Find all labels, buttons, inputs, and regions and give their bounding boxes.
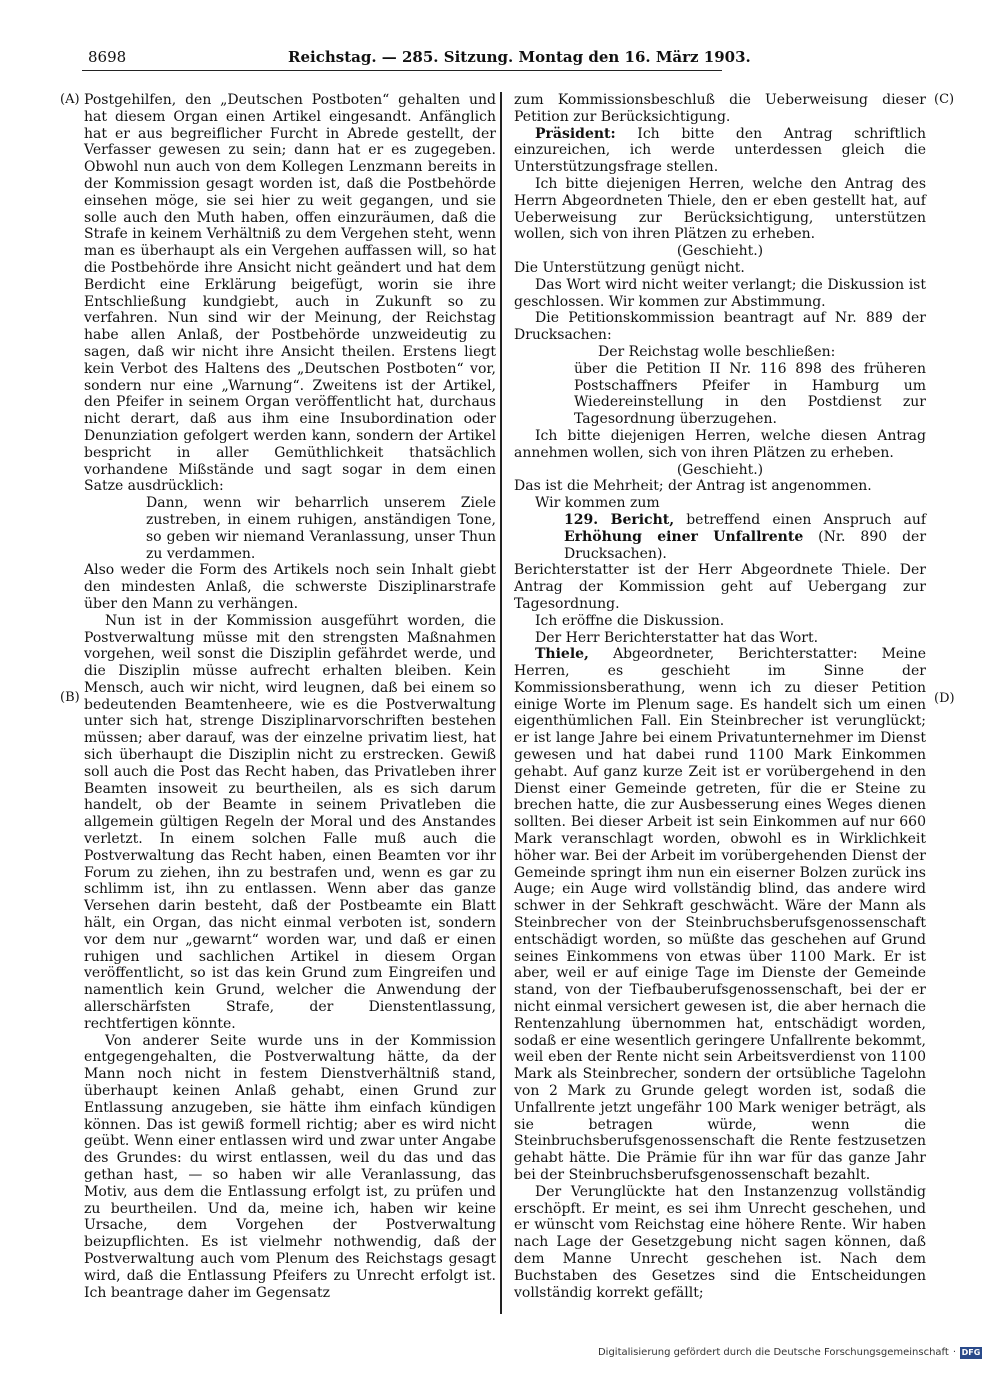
paragraph: Ich bitte diejenigen Herren, welche den Antrag des Herrn Abgeordneten Thiele, den er eben gestellt hat, auf Ueberweisung zur Berücksichtigung, unterstützen wollen, sich von ihren Plätzen zu erheben. <box>514 175 926 243</box>
motion-heading: Der Reichstag wolle beschließen: <box>598 343 836 360</box>
margin-marker-a: (A) <box>60 92 80 107</box>
agenda-item: 129. Bericht, betreffend einen Anspruch auf Erhöhung einer Unfallrente (Nr. 890 der Drucksachen). <box>564 511 927 562</box>
paragraph: Präsident: Ich bitte den Antrag schriftlich einzureichen, ich werde unterdessen gleich die Unterstützungsfrage stellen. <box>514 125 926 176</box>
stage-direction: (Geschieht.) <box>676 243 764 260</box>
paragraph: Das ist die Mehrheit; der Antrag ist angenommen. <box>514 478 872 495</box>
right-column <box>514 92 926 1301</box>
digitization-footer <box>598 1345 982 1361</box>
page-title: Reichstag. — 285. Sitzung. Montag den 16. März 1903. <box>288 48 751 66</box>
paragraph: Nun ist in der Kommission ausgeführt worden, die Postverwaltung müsse mit den strengsten Maßnahmen vorgehen, weil sonst die Disziplin gefährdet werde, und die Disziplin müsse aufrecht erhalten bleiben. Kein Mensch, auch wir nicht, wird leugnen, daß bei einem so bedeutenden Beamtenheere, wie es die Postverwaltung unter sich hat, strenge Disziplinarvorschriften bestehen müssen; aber darauf, was der einzelne privatim liest, hat sich überhaupt die Disziplin nicht zu erstrecken. Gewiß soll auch die Post das Recht haben, das Privatleben ihrer Beamten insoweit zu beurtheilen, als es sich darum handelt, ob der Beamte in seinem Privatleben die allgemein gültigen Regeln der Moral und des Anstandes verletzt. In einem solchen Falle muß auch die Postverwaltung das Recht haben, einen Beamten vor ihr Forum zu ziehen, ihn zu bestrafen und, wenn es gar zu schlimm ist, ihn zu entlassen. Wenn aber das ganze Versehen darin besteht, daß der Postbeamte ein Blatt hält, ein Organ, das nicht einmal verboten ist, sondern vor dem nur „gewarnt“ worden war, und daß er einen ruhigen und sachlichen Artikel in diesem Organ veröffentlicht, so ist das kein Grund zum Eingreifen und namentlich kein Grund, welcher die Anwendung der allerschärfsten Strafe, der Dienstentlassung, rechtfertigen könnte. <box>84 612 496 1032</box>
motion-text: über die Petition II Nr. 116 898 des früheren Postschaffners Pfeifer in Hamburg um Wiedereinstellung in den Postdienst zur Tagesordnung überzugehen. <box>574 360 926 428</box>
paragraph: Das Wort wird nicht weiter verlangt; die Diskussion ist geschlossen. Wir kommen zur Abstimmung. <box>514 276 926 310</box>
paragraph: zum Kommissionsbeschluß die Ueberweisung dieser Petition zur Berücksichtigung. <box>514 92 926 125</box>
paragraph: Postgehilfen, den „Deutschen Postboten“ gehalten und hat diesem Organ einen Artikel eingesandt. Anfänglich hat er aus begreiflicher Furcht in Abrede gestellt, der Verfasser gewesen zu sein; dann hat er es zugegeben. Obwohl nun auch von dem Kollegen Lenzmann bereits in der Kommission gesagt worden ist, daß die Postbehörde einsehen möge, sie sei hier zu weit gegangen, und sie solle auch den Muth haben, offen einzuräumen, daß die Strafe in keinem Verhältniß zu dem Vergehen steht, wenn man es überhaupt als ein Vergehen auffassen will, so hat die Postbehörde ihre Ansicht nicht geändert und hat dem Berdicht eine Erklärung beigefügt, worin sie ihre Entschließung kundgiebt, auch in Zukunft so zu verfahren. Nun sind wir der Meinung, der Reichstag habe allen Anlaß, der Postbehörde unzweideutig zu sagen, daß wir nicht ihre Ansicht theilen. Erstens liegt kein Verbot des Haltens des „Deutschen Postboten“ vor, sondern nur eine „Warnung“. Zweitens ist der Artikel, den Pfeifer in seinem Organ veröffentlicht hat, durchaus nicht derart, daß aus ihm eine Insubordination oder Denunziation gefolgert werden kann, sondern der Artikel bespricht in aller Gemüthlichkeit thatsächlich vorhandene Mißstände und sagt sogar in dem einen Satze ausdrücklich: <box>84 92 496 495</box>
paragraph: Die Unterstützung genügt nicht. <box>514 259 745 276</box>
paragraph: Der Verunglückte hat den Instanzenzug vollständig erschöpft. Er meint, es sei ihm Unrecht geschehen, und er wünscht vom Reichstag eine höhere Rente. Wir haben nach Lage der Gesetzgebung nicht sagen können, daß dem Manne Unrecht geschehen ist. Nach dem Buchstaben des Gesetzes sind die Entscheidungen vollständig korrekt gefällt; <box>514 1183 926 1301</box>
paragraph: Ich bitte diejenigen Herren, welche diesen Antrag annehmen wollen, sich von ihren Plätzen zu erheben. <box>514 427 926 461</box>
dfg-logo-icon: DFG <box>961 1348 981 1357</box>
stage-direction: (Geschieht.) <box>676 461 764 478</box>
paragraph: Thiele, Abgeordneter, Berichterstatter: Meine Herren, es geschieht im Sinne der Kommissionsberathung, wenn ich zu dieser Petition einige Worte im Plenum sage. Es handelt sich um einen eigenthümlichen Fall. Ein Steinbrecher ist verunglückt; er ist lange Jahre bei einem Privatunternehmer im Dienst gewesen und hat dabei rund 1100 Mark Einkommen gehabt. Auf ganz kurze Zeit ist er vorübergehend in den Dienst einer Gemeinde getreten, für die er Steine zu brechen hatte, die zur Ausbesserung eines Weges dienen sollten. Bei dieser Arbeit ist sein Einkommen auf nur 660 Mark veranschlagt worden, obwohl es in Wirklichkeit höher war. Bei der Arbeit im vorübergehenden Dienst der Gemeinde springt ihm nun ein eiserner Bolzen zurück ins Auge; ein Auge wird vollständig blind, das andere wird schwer in der Sehkraft geschwächt. Wäre der Mann als Steinbrecher von der Steinbruchsberufsgenossenschaft entschädigt worden, so müßte das geschehen auf Grund seines Einkommens von etwas über 1100 Mark. Er ist aber, weil er auf einige Tage im Dienste der Gemeinde stand, von der Tiefbauberufsgenossenschaft, bei der er nicht einmal versichert gewesen ist, die aber hernach die Rentenzahlung übernommen hat, entschädigt worden, sodaß er eine wesentlich geringere Unfallrente bekommt, weil eben der Rente nicht sein Arbeitsverdienst von 1100 Mark als Steinbrecher, sondern der ortsübliche Tagelohn von 2 Mark zu Grunde gelegt worden ist, sodaß die Unfallrente jetzt ungefähr 100 Mark weniger beträgt, als sie betragen würde, wenn die Steinbruchsberufsgenossenschaft die Rente festzusetzen gehabt hätte. Die Prämie für ihn war für das ganze Jahr bei der Steinbruchsberufsgenossenschaft bezahlt. <box>514 646 926 1183</box>
paragraph: Wir kommen zum <box>535 495 660 512</box>
paragraph: Die Petitionskommission beantragt auf Nr. 889 der Drucksachen: <box>514 310 926 344</box>
paragraph: Berichterstatter ist der Herr Abgeordnete Thiele. Der Antrag der Kommission geht auf Uebergang zur Tagesordnung. <box>514 562 926 612</box>
margin-marker-b: (B) <box>60 690 80 705</box>
paragraph: Ich eröffne die Diskussion. <box>535 612 725 629</box>
column-divider <box>500 92 502 1314</box>
paragraph: Also weder die Form des Artikels noch sein Inhalt giebt den mindesten Anlaß, die schwerste Disziplinarstrafe über den Mann zu verhängen. <box>84 562 496 612</box>
margin-marker-c: (C) <box>934 92 955 107</box>
page-header <box>82 44 751 71</box>
paragraph: Der Herr Berichterstatter hat das Wort. <box>535 629 819 646</box>
block-quote: Dann, wenn wir beharrlich unserem Ziele zustreben, in einem ruhigen, anständigen Tone, so geben wir niemand Veranlassung, unser Thun zu verdammen. <box>146 495 496 562</box>
separator-dot: · <box>952 1347 956 1358</box>
footer-text: Digitalisierung gefördert durch die Deutsche Forschungsgemeinschaft <box>597 1347 949 1358</box>
speaker-name: Präsident: <box>535 125 616 142</box>
speaker-name: Thiele, <box>535 646 589 663</box>
page-number: 8698 <box>88 48 127 66</box>
margin-marker-d: (D) <box>934 691 955 706</box>
paragraph: Von anderer Seite wurde uns in der Kommission entgegengehalten, die Postverwaltung hätte, da der Mann noch nicht in festem Dienstverhältniß stand, überhaupt keinen Anlaß gehabt, einen Grund zur Entlassung anzugeben, sie hätte ihm einfach kündigen können. Das ist gewiß formell richtig; aber es wird nicht geübt. Wenn einer entlassen wird und zwar unter Angabe des Grundes: du wirst entlassen, weil du das und das gethan hast, — so haben wir alle Veranlassung, das Motiv, aus dem die Entlassung erfolgt ist, zu prüfen und zu beurtheilen. Und da, meine ich, haben wir keine Ursache, dem Vorgehen der Postverwaltung beizupflichten. Es ist vielmehr nothwendig, daß der Postverwaltung auch vom Plenum des Reichstags gesagt wird, daß die Entlassung Pfeifers zu Unrecht erfolgt ist. Ich beantrage daher im Gegensatz <box>84 1032 496 1301</box>
left-column <box>84 92 496 1301</box>
